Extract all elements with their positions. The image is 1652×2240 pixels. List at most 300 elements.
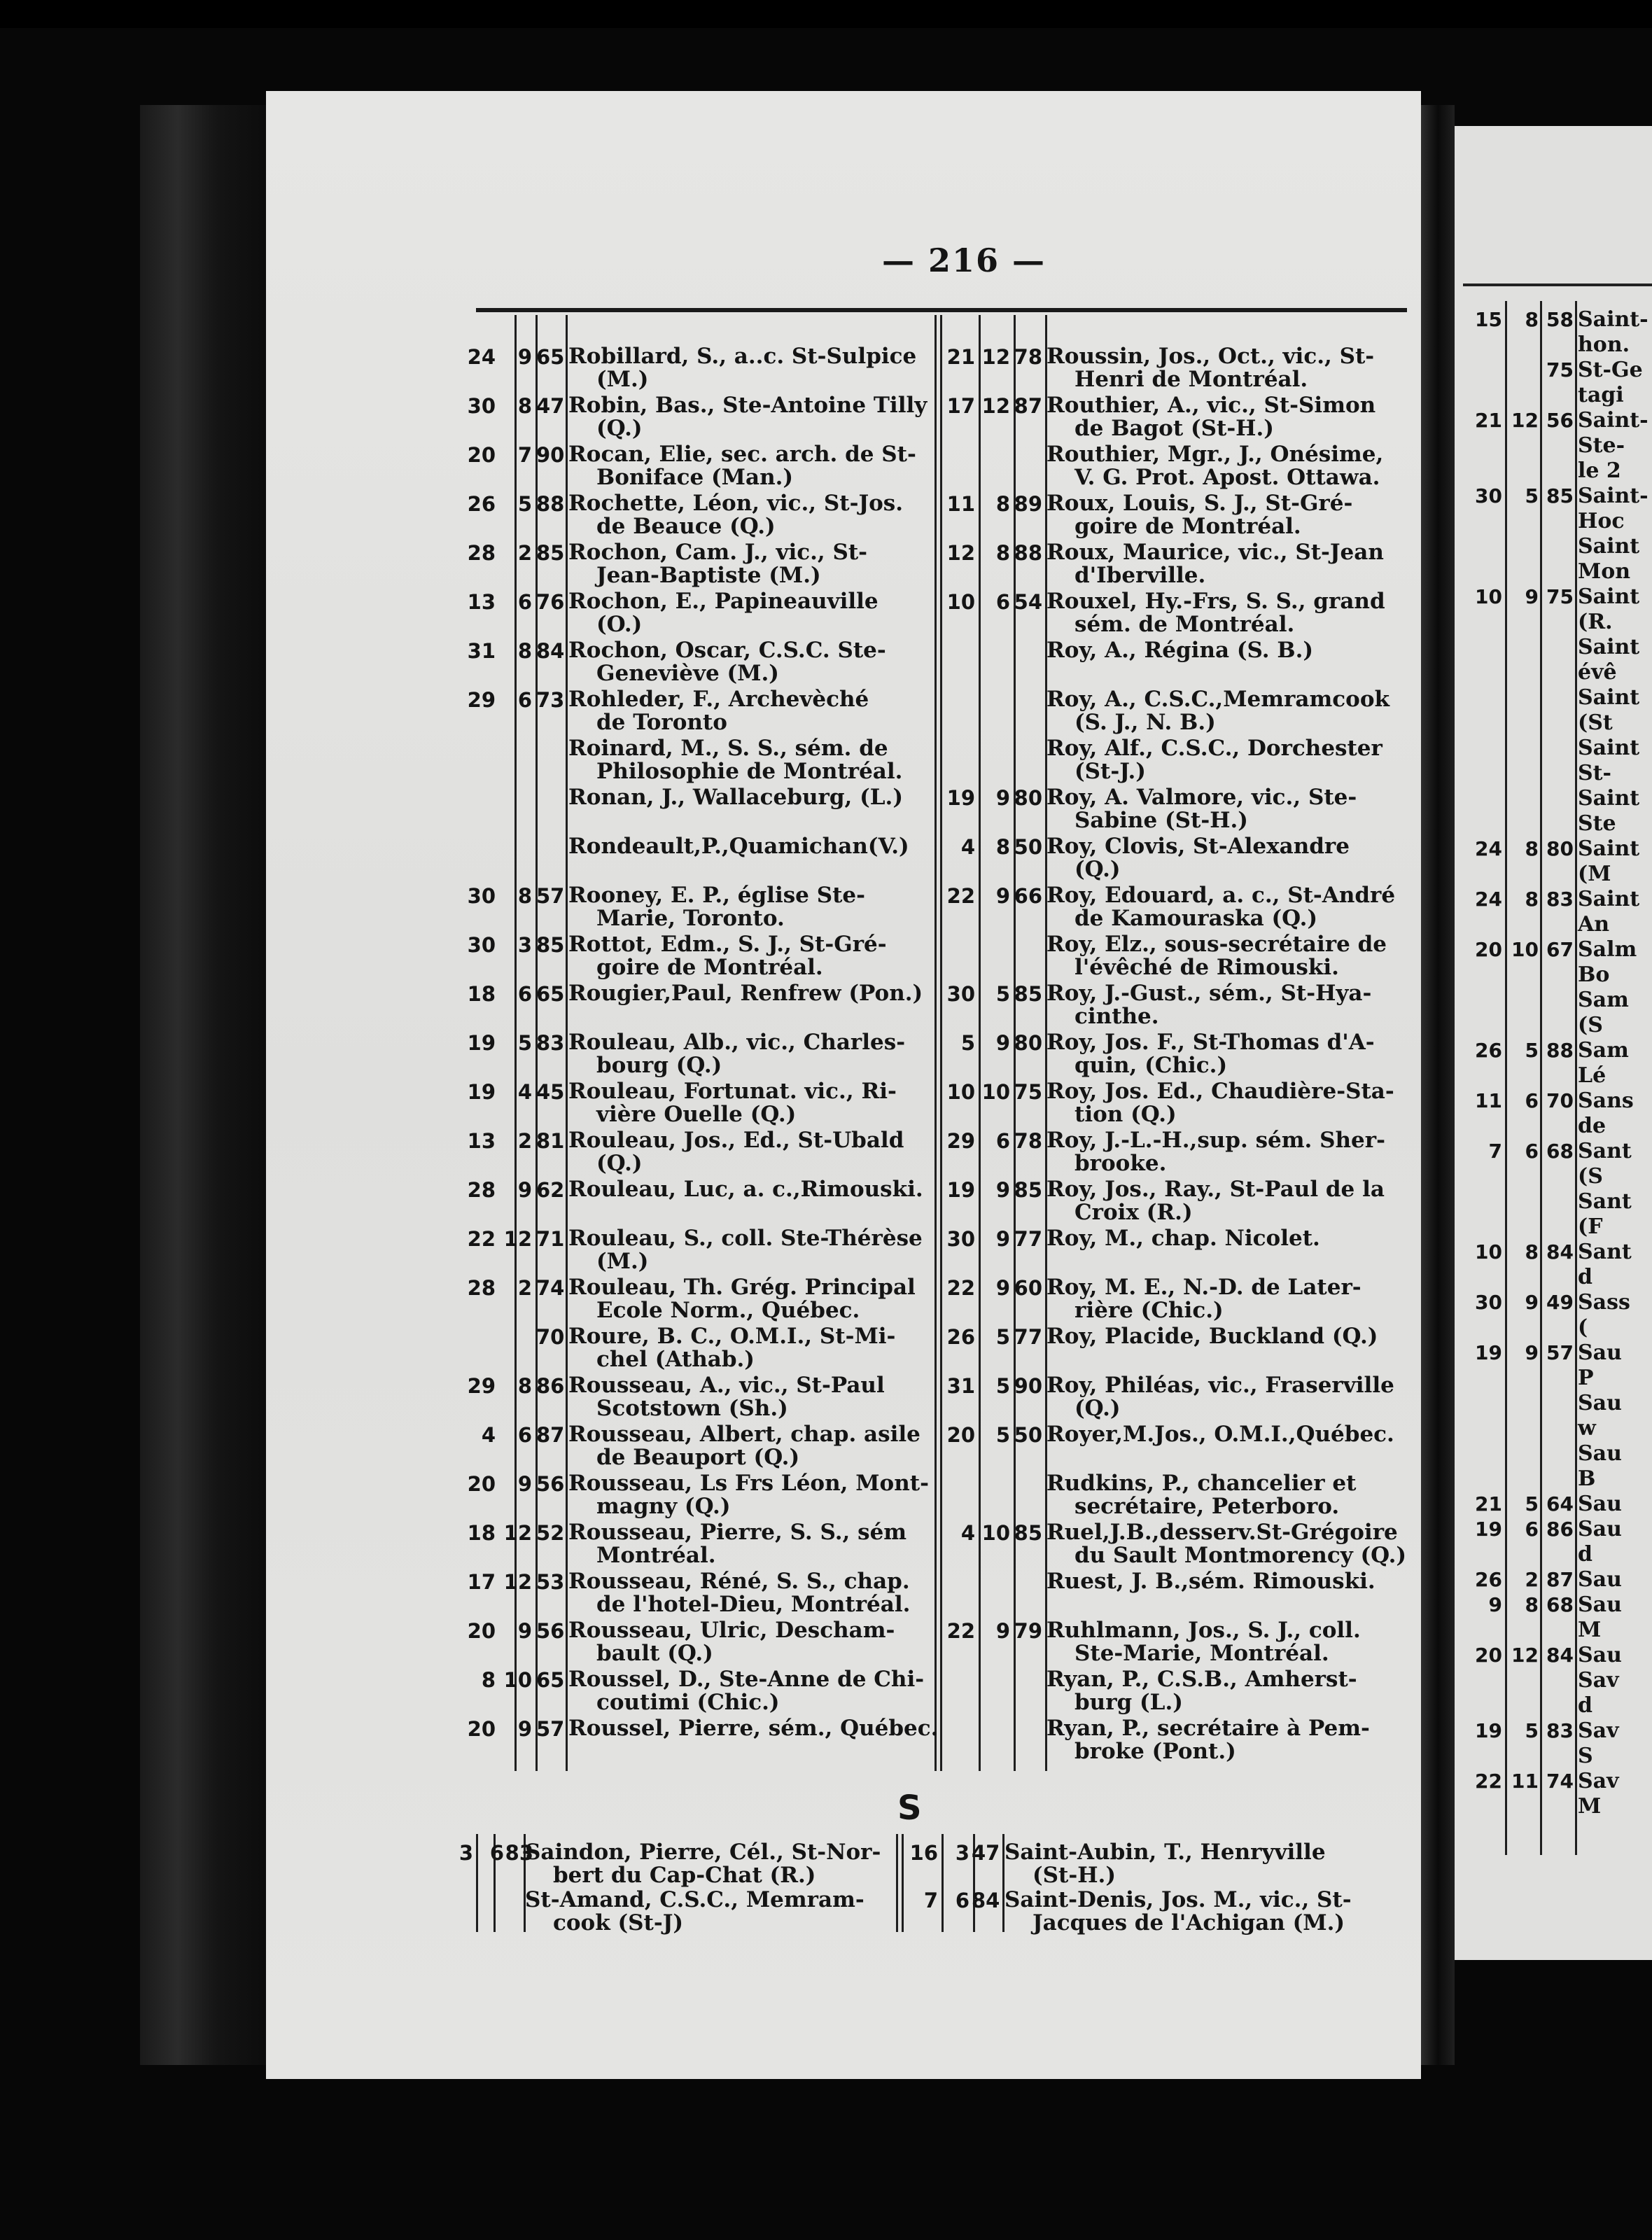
- entry-line: Rudkins, P., chancelier et: [1046, 1471, 1357, 1496]
- year-number: 73: [536, 688, 565, 712]
- year-number: 62: [536, 1178, 565, 1202]
- entry-line: Rousseau, Réné, S. S., chap.: [568, 1569, 910, 1594]
- entry-line-continued: de Toronto: [596, 710, 727, 735]
- directory-entry: [941, 688, 1404, 737]
- page-number: — 216 —: [882, 241, 1046, 279]
- entry-line: Roux, Louis, S. J., St-Gré-: [1046, 491, 1353, 516]
- year-number: 87: [1546, 1568, 1574, 1591]
- entry-text: Mon: [1578, 559, 1631, 584]
- day-number: 22: [946, 1276, 975, 1300]
- directory-entry: [941, 1619, 1404, 1668]
- month-number: 2: [517, 1276, 532, 1300]
- entry-line: Rouleau, Luc, a. c.,Rimouski.: [568, 1177, 923, 1202]
- year-number: 54: [1014, 590, 1042, 614]
- entry-text: [1046, 590, 1385, 636]
- year-number: 56: [536, 1619, 565, 1643]
- entry-line: Roussel, Pierre, sém., Québec.: [568, 1716, 939, 1741]
- month-number: 9: [1525, 1291, 1539, 1314]
- month-number: 12: [981, 394, 1010, 418]
- month-number: 2: [1525, 1568, 1539, 1591]
- year-number: 75: [1014, 1080, 1042, 1104]
- directory-entry: [941, 1129, 1404, 1178]
- day-number: 22: [946, 884, 975, 908]
- entry-text: [1046, 1472, 1356, 1518]
- entry-text: [1046, 394, 1376, 440]
- directory-entry: [941, 590, 1404, 639]
- entry-text: [525, 1841, 881, 1887]
- entry-text: [1046, 982, 1371, 1028]
- directory-entry: [462, 1031, 938, 1080]
- entry-text: Sau: [1578, 1492, 1622, 1516]
- entry-text: Sam: [1578, 1038, 1629, 1063]
- entry-line-continued: (O.): [596, 612, 643, 637]
- directory-entry: [941, 1374, 1404, 1423]
- month-number: 8: [1525, 1593, 1539, 1616]
- entry-line-continued: (Q.): [596, 416, 643, 441]
- month-number: 5: [517, 1031, 532, 1055]
- directory-entry: [941, 1570, 1404, 1619]
- directory-entry: [462, 1423, 938, 1472]
- entry-text: le 2: [1578, 458, 1621, 483]
- day-number: 19: [1475, 1341, 1502, 1364]
- day-number: 10: [1475, 1240, 1502, 1264]
- entry-text: [568, 541, 867, 587]
- entry-line: Roure, B. C., O.M.I., St-Mi-: [568, 1324, 896, 1349]
- entry-text: [568, 786, 903, 809]
- day-number: 30: [467, 394, 496, 418]
- day-number: 7: [1488, 1140, 1502, 1163]
- entry-line: Roux, Maurice, vic., St-Jean: [1046, 540, 1384, 565]
- day-number: 28: [467, 541, 496, 565]
- day-number: 19: [467, 1080, 496, 1104]
- month-number: 6: [995, 1129, 1010, 1153]
- year-number: 89: [1014, 492, 1042, 516]
- column-rule: [896, 1834, 898, 1932]
- entry-text: Sav: [1578, 1718, 1619, 1743]
- entry-text: (F: [1578, 1214, 1603, 1239]
- day-number: 10: [946, 590, 975, 614]
- directory-entry: [462, 786, 938, 835]
- directory-entry: [462, 982, 938, 1031]
- year-number: 75: [1546, 585, 1574, 608]
- directory-entry: [462, 835, 938, 884]
- entry-text: de: [1578, 1114, 1606, 1138]
- month-number: 6: [1525, 1089, 1539, 1112]
- entry-line-continued: (M.): [596, 1249, 649, 1274]
- month-number: 8: [995, 541, 1010, 565]
- day-number: 24: [1475, 837, 1502, 860]
- day-number: 11: [946, 492, 975, 516]
- day-number: 10: [946, 1080, 975, 1104]
- day-number: 28: [467, 1178, 496, 1202]
- day-number: 16: [909, 1841, 938, 1865]
- month-number: 8: [517, 884, 532, 908]
- entry-text: [568, 443, 916, 489]
- directory-entry: [462, 884, 938, 933]
- entry-line: Rouxel, Hy.-Frs, S. S., grand: [1046, 589, 1385, 614]
- entry-text: Sant: [1578, 1189, 1632, 1214]
- entry-line: Rochon, E., Papineauville: [568, 589, 878, 614]
- month-number: 8: [1525, 308, 1539, 331]
- year-number: 52: [536, 1521, 565, 1545]
- year-number: 85: [1014, 1178, 1042, 1202]
- day-number: 7: [923, 1889, 938, 1912]
- day-number: 20: [946, 1423, 975, 1447]
- entry-line-continued: l'évêché de Rimouski.: [1074, 955, 1339, 980]
- entry-line: Rocan, Elie, sec. arch. de St-: [568, 442, 916, 467]
- entry-line-continued: de Beauce (Q.): [596, 514, 776, 539]
- year-number: 47: [536, 394, 565, 418]
- year-number: 84: [1546, 1644, 1574, 1667]
- directory-entry: [462, 1717, 938, 1766]
- entry-line: Roy, M. E., N.-D. de Later-: [1046, 1275, 1362, 1300]
- year-number: 83: [536, 1031, 565, 1055]
- year-number: 70: [1546, 1089, 1574, 1112]
- day-number: 15: [1475, 308, 1502, 331]
- directory-entry: [462, 1521, 938, 1570]
- directory-entry: [462, 443, 938, 492]
- entry-text: [1046, 1717, 1370, 1763]
- year-number: 65: [536, 345, 565, 369]
- day-number: 17: [946, 394, 975, 418]
- month-number: 9: [517, 1619, 532, 1643]
- directory-entry: [941, 1717, 1404, 1766]
- day-number: 30: [467, 933, 496, 957]
- month-number: 6: [517, 1423, 532, 1447]
- entry-line-continued: (Q.): [596, 1151, 643, 1176]
- month-number: 10: [981, 1521, 1010, 1545]
- month-number: 5: [995, 1325, 1010, 1349]
- entry-text: Saint-: [1578, 307, 1648, 332]
- entry-text: Sav: [1578, 1769, 1619, 1793]
- day-number: 4: [481, 1423, 496, 1447]
- day-number: 30: [946, 1227, 975, 1251]
- year-number: 57: [1546, 1341, 1574, 1364]
- month-number: 9: [995, 786, 1010, 810]
- month-number: 3: [955, 1841, 969, 1865]
- directory-entry: [941, 737, 1404, 786]
- month-number: 6: [1525, 1140, 1539, 1163]
- directory-entry: [941, 1227, 1404, 1276]
- day-number: 26: [1475, 1568, 1502, 1591]
- month-number: 12: [981, 345, 1010, 369]
- day-number: 30: [1475, 484, 1502, 507]
- year-number: 78: [1014, 345, 1042, 369]
- entry-text: [1046, 688, 1390, 734]
- day-number: 21: [1475, 1492, 1502, 1516]
- entry-line: Ryan, P., secrétaire à Pem-: [1046, 1716, 1370, 1741]
- entry-line-continued: cook (St-J): [553, 1910, 684, 1935]
- entry-text: [1046, 541, 1384, 587]
- entry-line: Roy, M., chap. Nicolet.: [1046, 1226, 1320, 1251]
- month-number: 9: [995, 1031, 1010, 1055]
- entry-text: Sant: [1578, 1240, 1632, 1264]
- entry-line: Rouleau, Fortunat. vic., Ri-: [568, 1079, 897, 1104]
- entry-line: Roy, Elz., sous-secrétaire de: [1046, 932, 1387, 957]
- entry-line-continued: du Sault Montmorency (Q.): [1074, 1543, 1407, 1568]
- year-number: 64: [1546, 1492, 1574, 1516]
- year-number: 50: [1014, 835, 1042, 859]
- year-number: 90: [1014, 1374, 1042, 1398]
- entry-line-continued: rière (Chic.): [1074, 1298, 1224, 1323]
- entry-line-continued: tion (Q.): [1074, 1102, 1177, 1127]
- day-number: 19: [1475, 1518, 1502, 1541]
- entry-line-continued: Jacques de l'Achigan (M.): [1032, 1910, 1345, 1935]
- entry-line: Roy, Jos. F., St-Thomas d'A-: [1046, 1030, 1375, 1055]
- entry-text: [1046, 1080, 1394, 1126]
- day-number: 30: [1475, 1291, 1502, 1314]
- entry-line: Roussin, Jos., Oct., vic., St-: [1046, 344, 1375, 369]
- entry-text: [568, 1080, 897, 1126]
- entry-line: Robillard, S., a..c. St-Sulpice: [568, 344, 917, 369]
- entry-text: [568, 639, 886, 685]
- year-number: 45: [536, 1080, 565, 1104]
- entry-line-continued: Boniface (Man.): [596, 465, 794, 490]
- month-number: 8: [1525, 837, 1539, 860]
- year-number: 75: [1546, 358, 1574, 382]
- day-number: 24: [1475, 888, 1502, 911]
- directory-entry: [462, 639, 938, 688]
- entry-text: [568, 835, 909, 858]
- entry-line-continued: goire de Montréal.: [1074, 514, 1301, 539]
- entry-text: [1046, 639, 1313, 662]
- entry-text: (S: [1578, 1164, 1603, 1189]
- day-number: 3: [458, 1841, 473, 1865]
- entry-text: Saint: [1578, 887, 1640, 911]
- day-number: 26: [1475, 1039, 1502, 1062]
- entry-text: Sau: [1578, 1643, 1622, 1667]
- entry-line: Rousseau, A., vic., St-Paul: [568, 1373, 885, 1398]
- entry-text: Saint: [1578, 836, 1640, 861]
- month-number: 8: [517, 1374, 532, 1398]
- entry-text: [1004, 1841, 1326, 1887]
- entry-text: [1046, 1668, 1357, 1714]
- entry-text: [568, 1570, 910, 1616]
- year-number: 77: [1014, 1325, 1042, 1349]
- film-border: [0, 0, 1652, 28]
- entry-line-continued: (Q.): [1074, 857, 1121, 882]
- entry-text: [568, 345, 916, 391]
- entry-text: Sau: [1578, 1592, 1622, 1617]
- directory-entry: [903, 1889, 1393, 1938]
- entry-text: S: [1578, 1744, 1593, 1768]
- directory-entry: [462, 1227, 938, 1276]
- entry-line-continued: (St-H.): [1032, 1863, 1116, 1888]
- day-number: 29: [467, 1374, 496, 1398]
- entry-text: [1046, 835, 1350, 881]
- month-number: 9: [995, 1178, 1010, 1202]
- directory-entry: [941, 492, 1404, 541]
- entry-text: Sant: [1578, 1139, 1632, 1163]
- month-number: 8: [1525, 888, 1539, 911]
- day-number: 17: [467, 1570, 496, 1594]
- day-number: 22: [946, 1619, 975, 1643]
- entry-text: évê: [1578, 660, 1617, 685]
- entry-line: Ruel,J.B.,desserv.St-Grégoire: [1046, 1520, 1398, 1545]
- directory-entry: [462, 1325, 938, 1374]
- entry-text: Hoc: [1578, 509, 1625, 533]
- directory-entry: [941, 345, 1404, 394]
- entry-line-continued: Sabine (St-H.): [1074, 808, 1248, 833]
- entry-text: [568, 1717, 938, 1740]
- entry-text: [1046, 933, 1387, 979]
- entry-text: [1046, 786, 1357, 832]
- month-number: 8: [995, 835, 1010, 859]
- year-number: 80: [1014, 786, 1042, 810]
- entry-line-continued: burg (L.): [1074, 1690, 1183, 1715]
- month-number: 9: [1525, 585, 1539, 608]
- entry-line: Ronan, J., Wallaceburg, (L.): [568, 785, 904, 810]
- month-number: 10: [981, 1080, 1010, 1104]
- entry-line: Roinard, M., S. S., sém. de: [568, 736, 888, 761]
- year-number: 83: [505, 1841, 533, 1865]
- year-number: 74: [536, 1276, 565, 1300]
- day-number: 31: [946, 1374, 975, 1398]
- day-number: 26: [946, 1325, 975, 1349]
- entry-line-continued: de Beauport (Q.): [596, 1445, 800, 1470]
- directory-entry: [941, 1520, 1407, 1570]
- entry-line: Ruest, J. B.,sém. Rimouski.: [1046, 1569, 1376, 1594]
- header-rule: [476, 308, 1407, 312]
- entry-text: Saint: [1578, 736, 1640, 760]
- entry-text: M: [1578, 1618, 1602, 1642]
- entry-line-continued: broke (Pont.): [1074, 1739, 1236, 1764]
- month-number: 12: [1511, 409, 1539, 432]
- entry-text: Ste-: [1578, 433, 1625, 458]
- entry-text: Saint: [1578, 786, 1640, 811]
- year-number: 84: [1546, 1240, 1574, 1264]
- entry-text: [568, 737, 902, 783]
- year-number: 85: [536, 541, 565, 565]
- day-number: 12: [946, 541, 975, 565]
- entry-text: Saint-: [1578, 408, 1648, 433]
- directory-entry: [941, 1325, 1404, 1374]
- entry-line: Roy, Philéas, vic., Fraserville: [1046, 1373, 1394, 1398]
- entry-line-continued: Henri de Montréal.: [1074, 367, 1308, 392]
- entry-text: [1046, 1227, 1320, 1250]
- entry-line: St-Amand, C.S.C., Memram-: [525, 1887, 864, 1912]
- month-number: 9: [517, 1717, 532, 1741]
- entry-line-continued: Marie, Toronto.: [596, 906, 785, 931]
- entry-text: [568, 1374, 885, 1420]
- entry-line-continued: de l'hotel-Dieu, Montréal.: [596, 1592, 911, 1617]
- year-number: 85: [1014, 982, 1042, 1006]
- entry-text: P: [1578, 1366, 1594, 1390]
- entry-text: (St: [1578, 710, 1613, 735]
- entry-line-continued: Ste-Marie, Montréal.: [1074, 1641, 1329, 1666]
- month-number: 9: [517, 1178, 532, 1202]
- entry-text: [1046, 737, 1382, 783]
- entry-line-continued: (M.): [596, 367, 649, 392]
- month-number: 9: [995, 1619, 1010, 1643]
- entry-line: Rouleau, Th. Grég. Principal: [568, 1275, 916, 1300]
- entry-line: Rouleau, Alb., vic., Charles-: [568, 1030, 906, 1055]
- day-number: 31: [467, 639, 496, 663]
- month-number: 10: [1511, 938, 1539, 961]
- year-number: 87: [536, 1423, 565, 1447]
- year-number: 77: [1014, 1227, 1042, 1251]
- entry-text: Sau: [1578, 1391, 1622, 1415]
- day-number: 20: [1475, 938, 1502, 961]
- month-number: 5: [1525, 1492, 1539, 1516]
- entry-line-continued: Montréal.: [596, 1543, 716, 1568]
- page-gutter: [1421, 105, 1455, 2065]
- entry-text: [1046, 1521, 1406, 1567]
- entry-text: [568, 1129, 904, 1175]
- entry-text: Sam: [1578, 988, 1629, 1012]
- entry-line: Rougier,Paul, Renfrew (Pon.): [568, 981, 923, 1006]
- day-number: 26: [467, 492, 496, 516]
- month-number: 9: [517, 345, 532, 369]
- directory-entry: [448, 1841, 896, 1890]
- book-spine: [140, 105, 266, 2065]
- month-number: 6: [517, 590, 532, 614]
- month-number: 8: [517, 639, 532, 663]
- directory-entry: [941, 884, 1404, 933]
- entry-line-continued: (St-J.): [1074, 759, 1146, 784]
- entry-line: Ruhlmann, Jos., S. J., coll.: [1046, 1618, 1361, 1643]
- entry-text: [1046, 884, 1395, 930]
- entry-line: Ryan, P., C.S.B., Amherst-: [1046, 1667, 1357, 1692]
- entry-line: Rochette, Léon, vic., St-Jos.: [568, 491, 904, 516]
- entry-line: Roy, Alf., C.S.C., Dorchester: [1046, 736, 1382, 761]
- year-number: 47: [972, 1841, 1000, 1865]
- year-number: 56: [536, 1472, 565, 1496]
- entry-text: Saint: [1578, 534, 1640, 559]
- year-number: 88: [1014, 541, 1042, 565]
- entry-line-continued: secrétaire, Peterboro.: [1074, 1494, 1340, 1519]
- entry-text: [568, 1423, 920, 1469]
- month-number: 10: [503, 1668, 532, 1692]
- directory-entry: [941, 394, 1404, 443]
- month-number: 5: [995, 1374, 1010, 1398]
- directory-entry: [462, 1129, 938, 1178]
- day-number: 29: [467, 688, 496, 712]
- entry-line: Roy, A., C.S.C.,Memramcook: [1046, 687, 1390, 712]
- entry-line-continued: Geneviève (M.): [596, 661, 779, 686]
- directory-entry: [941, 835, 1404, 884]
- entry-text: [1046, 1374, 1394, 1420]
- entry-text: [568, 1031, 905, 1077]
- directory-entry: [462, 1080, 938, 1129]
- month-number: 5: [1525, 1719, 1539, 1742]
- month-number: 12: [1511, 1644, 1539, 1667]
- entry-line-continued: sém. de Montréal.: [1074, 612, 1295, 637]
- year-number: 57: [536, 884, 565, 908]
- year-number: 71: [536, 1227, 565, 1251]
- directory-entry: [462, 688, 938, 737]
- entry-text: An: [1578, 912, 1610, 937]
- year-number: 85: [1014, 1521, 1042, 1545]
- directory-entry: [462, 737, 938, 786]
- day-number: 18: [467, 1521, 496, 1545]
- year-number: 56: [1546, 409, 1574, 432]
- month-number: 6: [517, 688, 532, 712]
- directory-entry: [941, 443, 1404, 492]
- month-number: 2: [517, 1129, 532, 1153]
- entry-line-continued: bault (Q.): [596, 1641, 713, 1666]
- directory-entry: [941, 1472, 1404, 1521]
- entry-line: Rooney, E. P., église Ste-: [568, 883, 865, 908]
- year-number: 68: [1546, 1140, 1574, 1163]
- entry-text: [1046, 1178, 1385, 1224]
- entry-line: Roy, Jos. Ed., Chaudière-Sta-: [1046, 1079, 1394, 1104]
- entry-text: [568, 1227, 923, 1273]
- directory-entry: [462, 933, 938, 982]
- entry-text: (R.: [1578, 610, 1613, 634]
- year-number: 83: [1546, 888, 1574, 911]
- entry-text: Saint-: [1578, 484, 1648, 508]
